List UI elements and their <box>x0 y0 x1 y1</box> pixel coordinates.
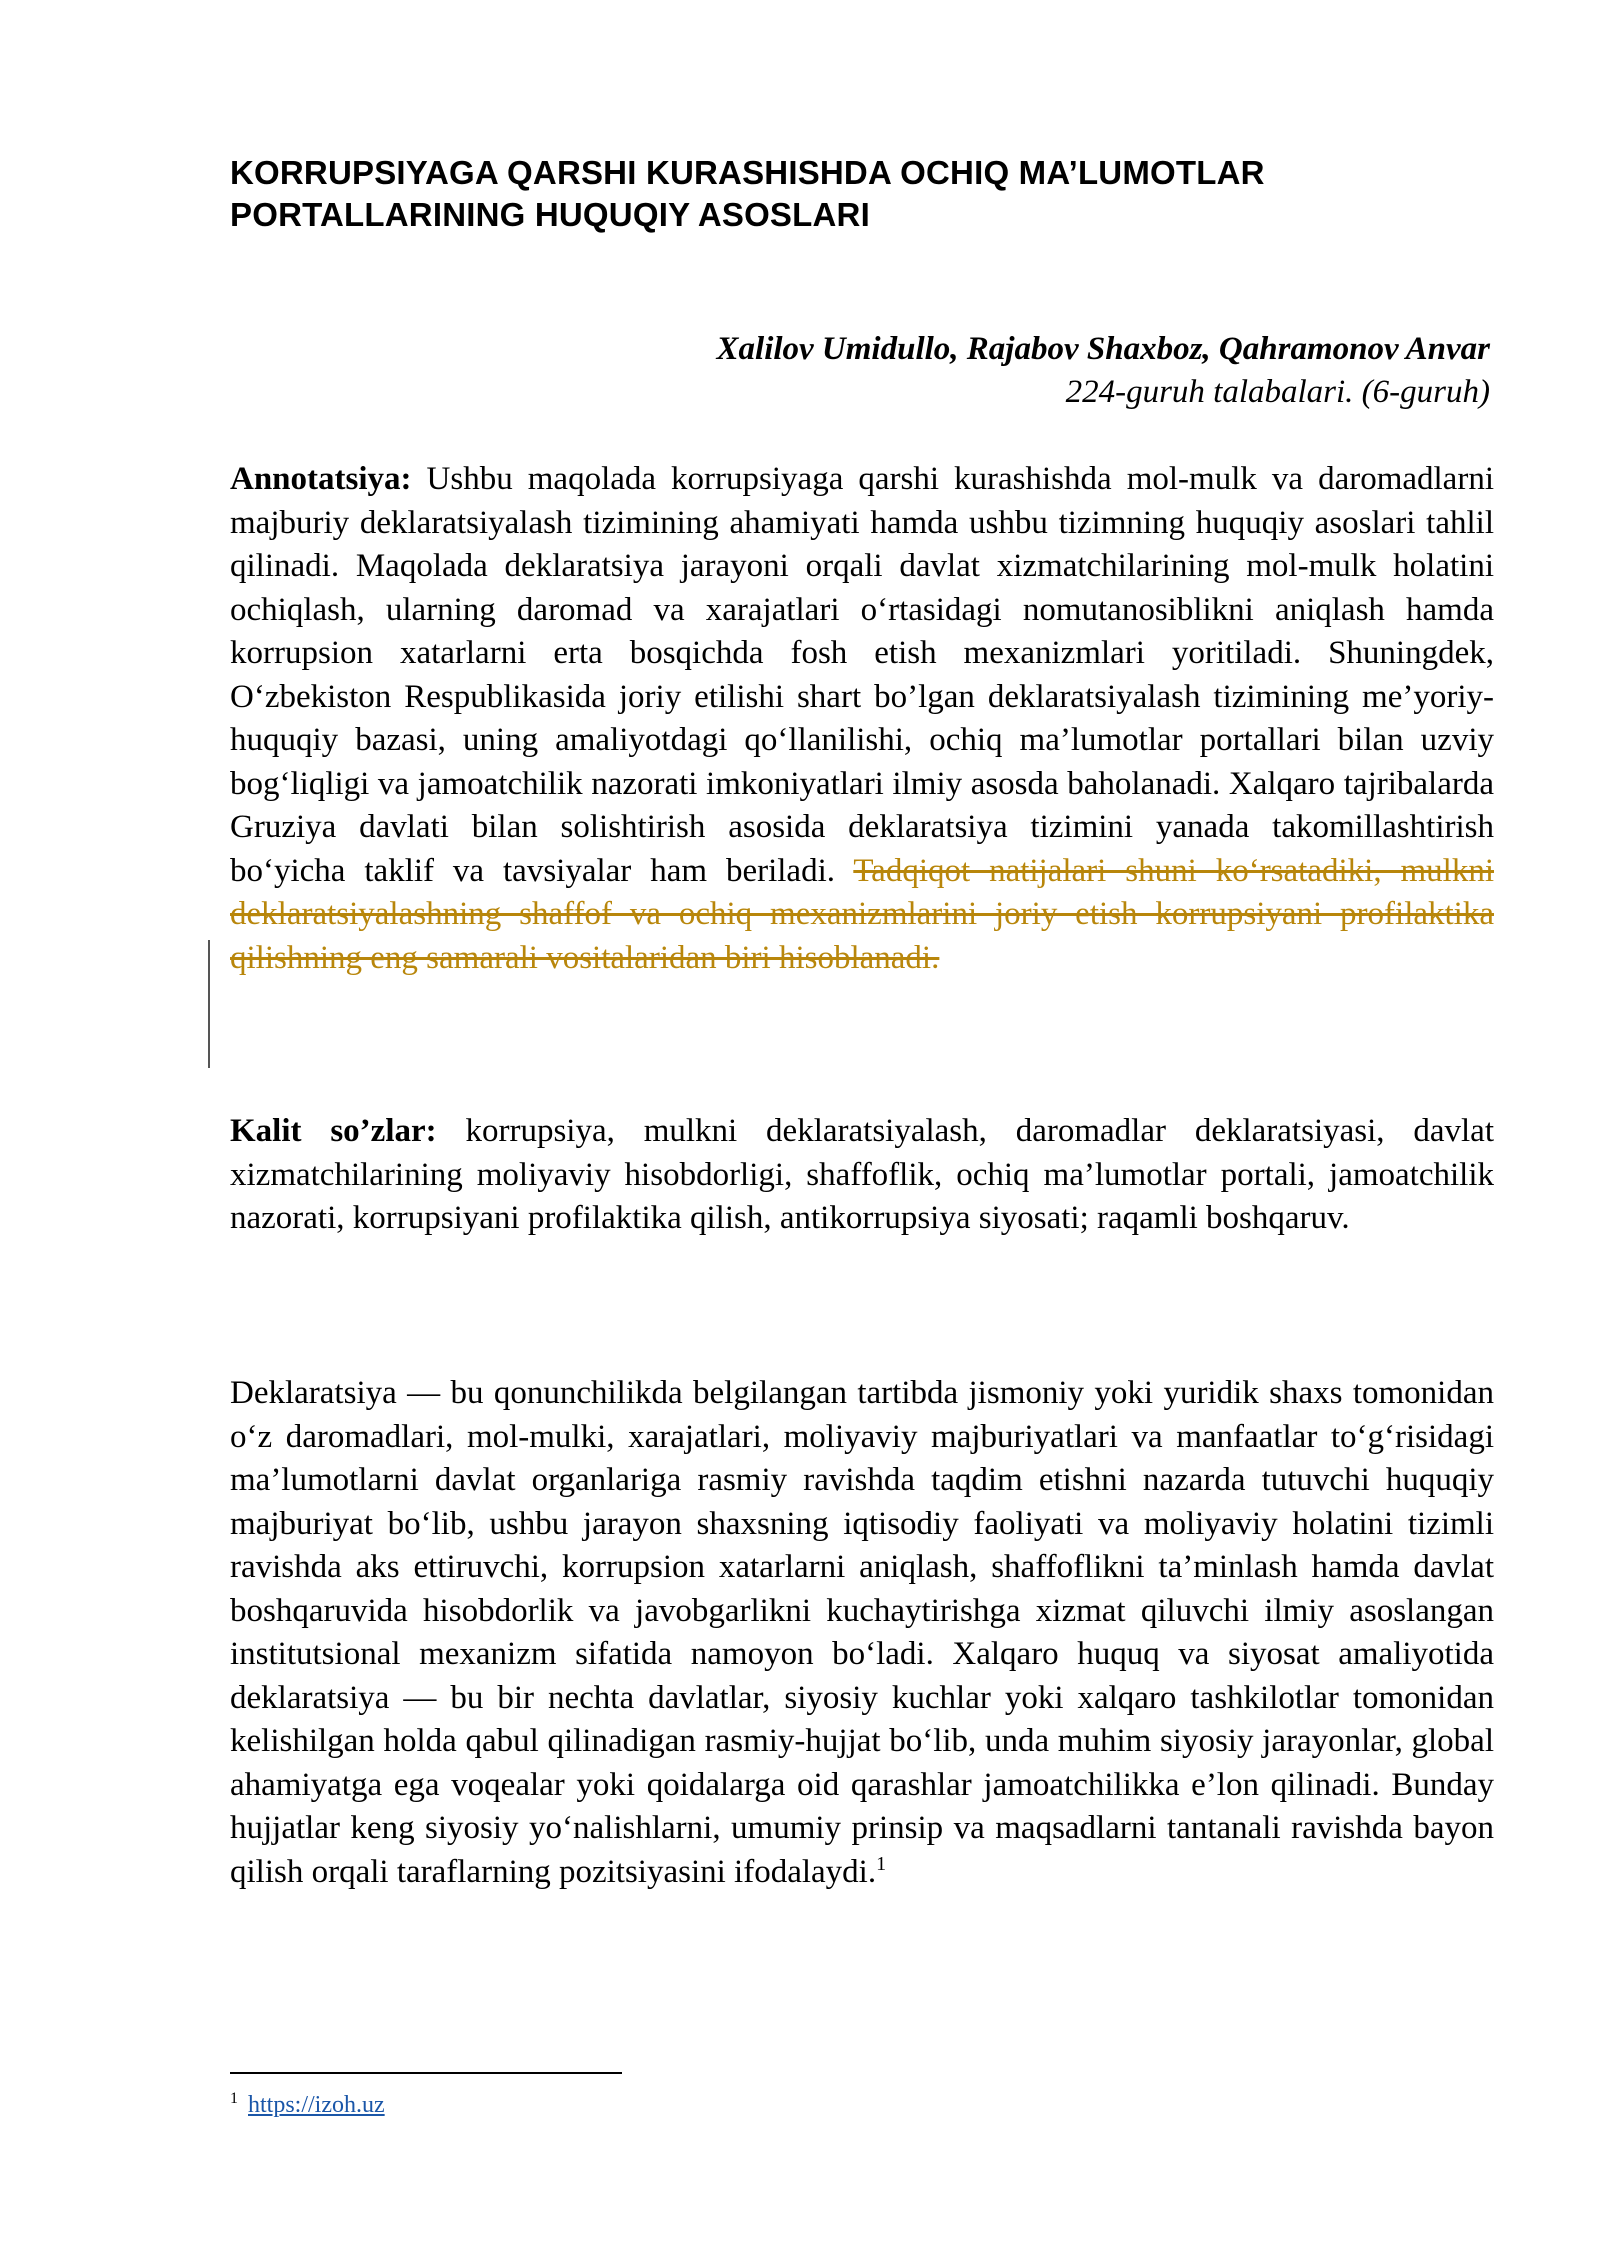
footnote-link[interactable]: https://izoh.uz <box>248 2092 385 2118</box>
author-group: 224-guruh talabalari. (6-guruh) <box>1065 374 1490 410</box>
footnote-reference[interactable]: 1 <box>876 1852 887 1875</box>
footnote-separator <box>230 2072 622 2074</box>
tracked-change-bar <box>208 940 210 1068</box>
body-paragraph <box>230 1372 1494 1894</box>
abstract-text: Ushbu maqolada korrupsiyaga qarshi kurashishda mol-mulk va daromadlarni majburiy deklaratsiyalash tizimining ahamiyati hamda ushbu tizimning huquqiy asoslari tahlil qilinadi. Maqolada deklaratsiya jarayoni orqali davlat xizmatchilarining mol-mulk holatini ochiqlash, ularning daromad va xarajatlari o‘rtasidagi nomutanosiblikni aniqlash hamda korrupsion xatarlarni erta bosqichda fosh etish mexanizmlari yoritiladi. Shuningdek, O‘zbekiston Respublikasida joriy etilishi shart bo’lgan deklaratsiyalash tizimining me’yoriy-huquqiy bazasi, uning amaliyotdagi qo‘llanilishi, ochiq ma’lumotlar portallari bilan uzviy bog‘liqligi va jamoatchilik nazorati imkoniyatlari ilmiy asosda baholanadi. Xalqaro tajribalarda Gruziya davlati bilan solishtirish asosida deklaratsiya tizimini yanada takomillashtirish bo‘yicha taklif va tavsiyalar ham beriladi. <box>230 461 1494 889</box>
body-text: Deklaratsiya — bu qonunchilikda belgilangan tartibda jismoniy yoki yuridik shaxs tomonidan o‘z daromadlari, mol-mulki, xarajatlari, moliyaviy majburiyatlari va manfaatlar to‘g‘risidagi ma’lumotlarni davlat organlariga rasmiy ravishda taqdim etishni nazarda tutuvchi huquqiy majburiyat bo‘lib, ushbu jarayon shaxsning iqtisodiy faoliyati va moliyaviy holatini tizimli ravishda aks ettiruvchi, korrupsion xatarlarni aniqlash, shaffoflikni ta’minlash hamda davlat boshqaruvida hisobdorlik va javobgarlikni kuchaytirishga xizmat qiluvchi ilmiy asoslangan institutsional mexanizm sifatida namoyon bo‘ladi. Xalqaro huquq va siyosat amaliyotida deklaratsiya — bu bir nechta davlatlar, siyosiy kuchlar yoki xalqaro tashkilotlar tomonidan kelishilgan holda qabul qilinadigan rasmiy-hujjat bo‘lib, unda muhim siyosiy jarayonlar, global ahamiyatga ega voqealar yoki qoidalarga oid qarashlar jamoatchilikka e’lon qilinadi. Bunday hujjatlar keng siyosiy yo‘nalishlarni, umumiy prinsip va maqsadlarni tantanali ravishda bayon qilish orqali taraflarning pozitsiyasini ifodalaydi. <box>230 1375 1494 1890</box>
article-title: KORRUPSIYAGA QARSHI KURASHISHDA OCHIQ MA’LUMOTLAR PORTALLARINING HUQUQIY ASOSLARI <box>230 154 1265 233</box>
abstract-label: Annotatsiya: <box>230 461 412 497</box>
footnote-number: 1 <box>230 2090 238 2107</box>
keywords-paragraph <box>230 1110 1494 1241</box>
keywords-label: Kalit so’zlar: <box>230 1113 437 1149</box>
author-names: Xalilov Umidullo, Rajabov Shaxboz, Qahramonov Anvar <box>716 331 1490 367</box>
keywords-text: korrupsiya, mulkni deklaratsiyalash, daromadlar deklaratsiyasi, davlat xizmatchilarining moliyaviy hisobdorligi, shaffoflik, ochiq ma’lumotlar portali, jamoatchilik nazorati, korrupsiyani profilaktika qilish, antikorrupsiya siyosati; raqamli boshqaruv. <box>230 1113 1494 1236</box>
tracked-deletion-text[interactable]: Tadqiqot natijalari shuni ko‘rsatadiki, mulkni deklaratsiyalashning shaffof va ochiq mexanizmlarini joriy etish korrupsiyani profilaktika qilishning eng samarali vositalaridan biri hisoblanadi. <box>230 852 1494 976</box>
footnote <box>230 2090 385 2120</box>
author-block <box>230 328 1490 414</box>
abstract-paragraph <box>230 458 1494 980</box>
